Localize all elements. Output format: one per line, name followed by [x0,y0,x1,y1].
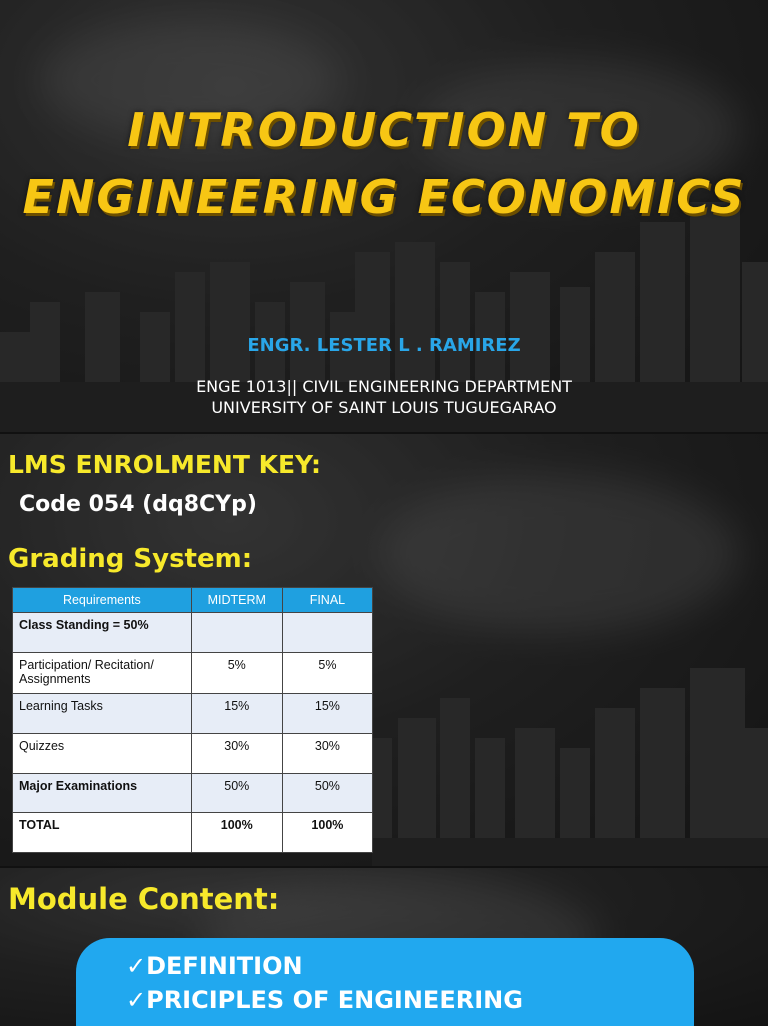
table-row [13,694,373,734]
module-item-definition: ✓DEFINITION [126,952,303,980]
university-name: UNIVERSITY OF SAINT LOUIS TUGUEGARAO [211,398,557,417]
table-cell: Participation/ Recitation/ Assignments [13,653,192,694]
column-header: Requirements [13,588,192,613]
table-cell: 30% [282,734,372,774]
lms-enrolment-code: Code 054 (dq8CYp) [19,492,257,517]
table-cell: Major Examinations [13,774,192,813]
table-cell [191,613,282,653]
table-row [13,813,373,853]
table-cell: 50% [282,774,372,813]
table-header-row [13,588,373,613]
module-content-slide [0,866,768,1026]
table-cell: 30% [191,734,282,774]
column-header: FINAL [282,588,372,613]
table-row [13,774,373,813]
table-cell: 15% [282,694,372,734]
table-row [13,653,373,694]
table-cell: TOTAL [13,813,192,853]
table-row [13,734,373,774]
table-cell: 5% [191,653,282,694]
module-item-principles: ✓PRICIPLES OF ENGINEERING [126,986,523,1014]
module-content-heading: Module Content: [8,882,280,916]
column-header: MIDTERM [191,588,282,613]
course-department: ENGE 1013|| CIVIL ENGINEERING DEPARTMENT [196,377,572,396]
table-cell: Learning Tasks [13,694,192,734]
table-cell: Quizzes [13,734,192,774]
table-cell: 100% [282,813,372,853]
grading-table [12,587,373,853]
grading-heading: Grading System: [8,544,253,574]
table-cell: Class Standing = 50% [13,613,192,653]
table-row [13,613,373,653]
grading-slide [0,432,768,868]
table-cell: 15% [191,694,282,734]
table-cell: 100% [191,813,282,853]
table-cell [282,613,372,653]
table-cell: 50% [191,774,282,813]
table-cell: 5% [282,653,372,694]
title-line-1: INTRODUCTION TO [127,103,641,157]
title-line-2: ENGINEERING ECONOMICS [22,170,746,224]
lms-heading: LMS ENROLMENT KEY: [8,450,321,479]
author-name: ENGR. LESTER L . RAMIREZ [247,335,521,356]
title-slide [0,0,768,432]
